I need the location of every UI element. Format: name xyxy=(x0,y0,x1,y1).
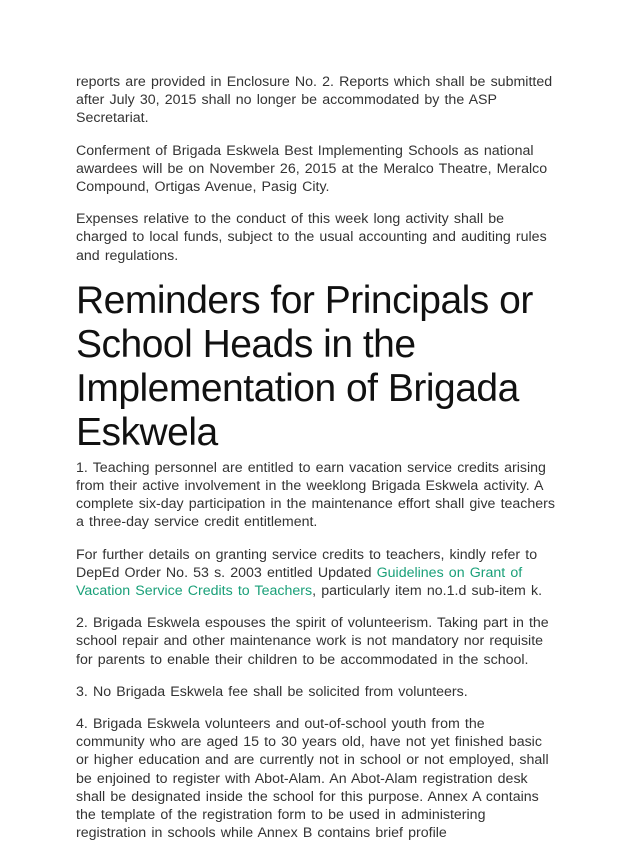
paragraph-expenses: Expenses relative to the conduct of this week long activity shall be charged to local funds, subject to the usual accounting and auditing rules and regulations. xyxy=(76,211,547,264)
document-page xyxy=(76,73,558,856)
paragraph-item-2: 2. Brigada Eskwela espouses the spirit of volunteerism. Taking part in the school repair and other maintenance work is not mandatory nor requisite for parents to enable their children to be accommodated in the school. xyxy=(76,615,549,668)
paragraph-item-1: 1. Teaching personnel are entitled to earn vacation service credits arising from their active involvement in the weeklong Brigada Eskwela activity. A complete six-day participation in the maintenance effort shall give teachers a three-day service credit entitlement. xyxy=(76,459,555,531)
paragraph-conferment: Conferment of Brigada Eskwela Best Implementing Schools as national awardees will be on November 26, 2015 at the Meralco Theatre, Meralco Compound, Ortigas Avenue, Pasig City. xyxy=(76,142,548,196)
further-details-text-after: , particularly item no.1.d sub-item k. xyxy=(312,583,543,600)
section-heading: Reminders for Principals or School Heads in the Implementation of Brigada Eskwela xyxy=(76,278,533,454)
paragraph-item-3: 3. No Brigada Eskwela fee shall be solicited from volunteers. xyxy=(76,683,468,700)
paragraph-item-4: 4. Brigada Eskwela volunteers and out-of-school youth from the community who are aged 15 to 30 years old, have not yet finished basic or higher education and are currently not in school or not employed, shall be enjoined to register with Abot-Alam. An Abot-Alam registration desk shall be designated inside the school for this purpose. Annex A contains the template of the registration form to be used in administering registration in schools while Annex B contains brief profile xyxy=(76,716,549,842)
paragraph-further-details xyxy=(76,546,558,601)
paragraph-reports: reports are provided in Enclosure No. 2. Reports which shall be submitted after July 30, 2015 shall no longer be accommodated by the ASP Secretariat. xyxy=(76,74,553,127)
further-details-text-before: For further details on granting service credits to teachers, kindly refer to DepEd Order No. 53 s. 2003 entitled Updated xyxy=(76,546,538,581)
guidelines-link[interactable]: Guidelines on Grant of Vacation Service Credits to Teachers xyxy=(76,564,523,600)
